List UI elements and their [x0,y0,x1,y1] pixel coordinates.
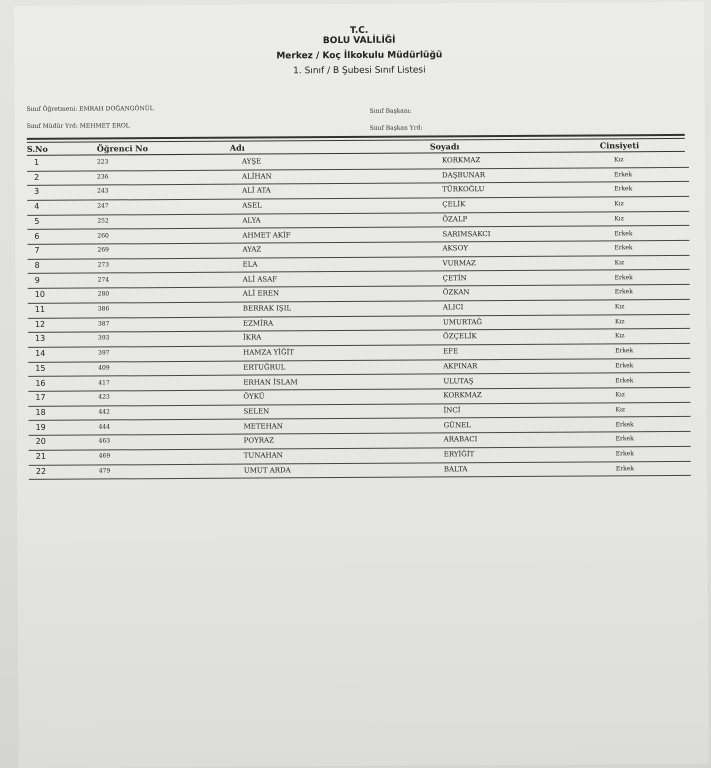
row-name: EZMİRA [242,319,274,328]
row-student-no: 243 [97,187,109,195]
row-surname: DAŞBUNAR [442,170,486,180]
column-header-student-no: Öğrenci No [96,143,148,154]
row-sno: 21 [35,451,46,461]
row-sno: 1 [33,157,40,167]
row-student-no: 444 [98,423,111,431]
meta-class-president: Sınıf Başkanı: [369,107,412,115]
row-sno: 8 [34,260,40,270]
row-surname: SARIMSAKCI [442,229,491,238]
row-name: ALİ ASAF [242,274,278,284]
row-name: SELEN [243,407,270,416]
column-header-name: Adı [229,142,245,153]
header-class-list-title: 1. Sınıf / B Şubesi Sınıf Listesi [293,65,426,77]
row-sno: 18 [35,407,46,417]
row-gender: Erkek [614,273,633,281]
row-gender: Erkek [615,435,634,443]
row-surname: ALICI [442,303,464,312]
row-gender: Erkek [614,288,633,296]
row-gender: Erkek [615,420,634,428]
row-gender: Erkek [615,464,634,473]
meta-class-vice-president: Sınıf Başkan Yrd: [369,124,423,132]
row-gender: Kız [614,200,624,208]
row-gender: Erkek [615,450,634,458]
row-surname: TÜRKOĞLU [442,185,485,194]
row-sno: 10 [34,290,45,300]
row-student-no: 236 [97,173,109,181]
row-gender: Kız [613,156,624,164]
row-student-no: 269 [97,246,109,254]
row-student-no: 393 [98,334,110,342]
column-header-sno: S.No [26,143,48,154]
row-surname: ÖZALP [442,215,468,224]
row-gender: Kız [614,259,625,267]
row-name: ALİ ATA [242,186,271,196]
row-name: ALİHAN [242,172,272,181]
row-sno: 4 [34,201,40,211]
row-student-no: 387 [97,320,110,328]
row-surname: ARABACI [443,435,478,444]
row-gender: Erkek [614,170,633,179]
row-student-no: 479 [98,467,111,475]
row-student-no: 274 [97,276,110,284]
row-gender: Erkek [614,229,633,237]
row-sno: 17 [35,393,46,403]
row-student-no: 469 [98,452,111,460]
row-sno: 15 [35,363,46,373]
row-name: AHMET AKİF [242,230,291,240]
column-header-gender: Cinsiyeti [599,140,640,151]
row-name: UMUT ARDA [243,466,291,475]
row-sno: 9 [34,275,40,285]
row-name: İKRA [243,333,262,342]
row-surname: ERYİĞİT [443,450,475,459]
row-name: AYŞE [241,157,262,166]
row-gender: Erkek [614,185,633,193]
row-surname: KORKMAZ [443,391,482,400]
row-surname: UMURTAĞ [442,317,483,327]
row-gender: Kız [615,332,625,340]
row-sno: 13 [35,334,46,344]
row-surname: ÇELİK [442,200,466,209]
header-school: Merkez / Koç İlkokulu Müdürlüğü [276,50,443,62]
row-surname: İNCİ [443,406,461,415]
row-surname: ÖZÇELİK [443,332,477,341]
row-gender: Kız [615,406,626,414]
row-sno: 19 [35,422,46,432]
row-surname: KORKMAZ [441,156,481,165]
row-surname: ULUTAŞ [443,376,474,385]
row-gender: Erkek [615,376,634,384]
row-student-no: 273 [97,261,110,269]
row-gender: Erkek [615,362,634,370]
row-name: AYAZ [242,245,262,254]
row-sno: 14 [35,348,46,358]
row-student-no: 223 [96,158,109,166]
column-header-surname: Soyadı [429,141,460,152]
row-gender: Kız [614,317,625,326]
row-surname: AKPINAR [443,361,478,371]
class-list-sheet [14,2,709,768]
row-surname: ÖZKAN [442,288,470,297]
row-sno: 22 [35,466,47,476]
row-student-no: 247 [97,202,109,210]
row-gender: Kız [614,215,624,223]
row-sno: 20 [35,437,46,447]
row-sno: 6 [34,231,40,241]
row-student-no: 260 [97,231,109,239]
row-student-no: 386 [97,305,110,313]
row-student-no: 280 [97,290,110,298]
row-student-no: 397 [98,349,110,357]
row-surname: ÇETİN [442,273,467,282]
header-governorship: BOLU VALİLİĞİ [322,35,396,47]
row-name: POYRAZ [243,436,274,445]
row-name: ERTUĞRUL [243,363,286,372]
row-student-no: 417 [98,378,110,386]
row-sno: 12 [34,319,46,329]
row-sno: 16 [35,378,46,388]
meta-vice-principal: Sınıf Müdür Yrd: MEHMET EROL [26,122,130,130]
row-sno: 11 [34,304,46,314]
row-student-no: 463 [98,437,111,445]
row-gender: Erkek [615,347,634,355]
row-surname: AKSOY [442,244,468,253]
row-gender: Kız [615,391,625,399]
row-name: ERHAN İSLAM [243,377,298,387]
row-name: METEHAN [243,421,283,431]
row-name: BERRAK IŞIL [242,304,292,313]
row-name: ALİ EREN [242,289,280,298]
row-student-no: 423 [98,393,110,401]
header-tc: T.C. [350,25,369,36]
row-name: HAMZA YİĞİT [243,348,295,357]
row-surname: BALTA [443,464,468,474]
row-gender: Kız [614,303,625,311]
row-surname: EFE [443,347,459,356]
row-sno: 2 [34,172,40,182]
row-name: ALYA [242,216,261,225]
row-surname: VURMAZ [442,259,476,268]
table-row [29,461,691,481]
meta-teacher: Sınıf Öğretmeni: EMRAH DOĞANGÖNÜL [26,105,154,113]
row-sno: 5 [34,216,40,226]
row-name: ASEL [242,201,262,210]
row-sno: 7 [34,246,40,256]
row-student-no: 409 [98,364,110,372]
row-name: ELA [242,260,258,269]
row-sno: 3 [34,187,40,197]
row-name: ÖYKÜ [243,392,265,401]
row-name: TUNAHAN [243,451,283,460]
row-student-no: 252 [97,217,109,225]
row-surname: GÜNEL [443,420,471,429]
row-student-no: 442 [98,408,110,416]
row-gender: Erkek [614,244,633,252]
